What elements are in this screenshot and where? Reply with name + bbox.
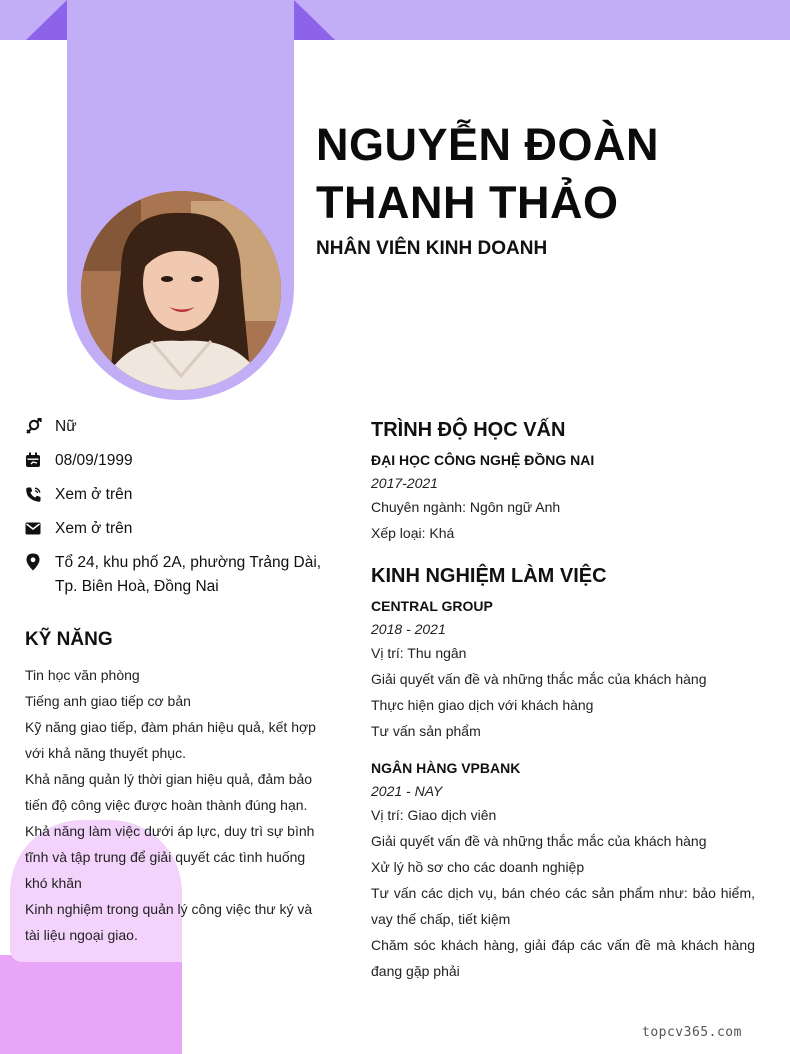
job-company: NGÂN HÀNG VPBANK <box>371 760 521 776</box>
profile-photo-illustration <box>81 191 281 390</box>
phone-icon <box>24 483 42 505</box>
contact-address <box>24 551 334 599</box>
skill-line: tiến độ công việc được hoàn thành đúng hạn. <box>25 797 308 813</box>
job-entry-central-group <box>371 596 755 744</box>
job-detail: Thực hiện giao dịch với khách hàng <box>371 697 594 713</box>
experience-heading: KINH NGHIỆM LÀM VIỆC <box>371 565 607 587</box>
job-entry-vpbank <box>371 758 755 984</box>
education-period: 2017-2021 <box>371 475 438 491</box>
address-line-2: Tp. Biên Hoà, Đồng Nai <box>55 578 219 595</box>
skill-line: Kinh nghiệm trong quản lý công việc thư ký và <box>25 901 313 917</box>
skill-line: Tiếng anh giao tiếp cơ bản <box>25 693 191 709</box>
contact-birthday <box>24 449 334 473</box>
calendar-icon <box>24 449 42 471</box>
job-period: 2021 - NAY <box>371 783 443 799</box>
skills-list <box>25 662 325 948</box>
job-detail: Tư vấn các dịch vụ, bán chéo các sản phẩm như: bảo hiểm, vay thế chấp, tiết kiệm <box>371 885 755 927</box>
profile-photo <box>81 191 281 390</box>
job-detail: Giải quyết vấn đề và những thắc mắc của khách hàng <box>371 671 707 687</box>
job-title: NHÂN VIÊN KINH DOANH <box>316 238 548 259</box>
contact-phone <box>24 483 334 507</box>
address-value <box>55 551 321 599</box>
education-heading: TRÌNH ĐỘ HỌC VẤN <box>371 419 566 441</box>
skills-heading: KỸ NĂNG <box>25 629 113 650</box>
location-icon <box>24 551 42 573</box>
education-major: Chuyên ngành: Ngôn ngữ Anh <box>371 499 561 515</box>
contact-email <box>24 517 334 541</box>
name-line-1: NGUYỄN ĐOÀN <box>316 119 660 170</box>
full-name <box>316 116 659 232</box>
job-detail: Giải quyết vấn đề và những thắc mắc của khách hàng <box>371 833 707 849</box>
skill-line: với khả năng thuyết phục. <box>25 745 186 761</box>
job-detail: Vị trí: Giao dịch viên <box>371 807 497 823</box>
right-column <box>371 416 755 984</box>
job-period: 2018 - 2021 <box>371 621 446 637</box>
gender-value: Nữ <box>55 418 77 435</box>
job-detail: Chăm sóc khách hàng, giải đáp các vấn đề mà khách hàng đang gặp phải <box>371 937 755 979</box>
skill-line: Kỹ năng giao tiếp, đàm phán hiệu quả, kết hợp <box>25 719 316 735</box>
education-school: ĐẠI HỌC CÔNG NGHỆ ĐỒNG NAI <box>371 452 595 468</box>
ribbon-fold-right <box>294 0 335 40</box>
skill-line: tĩnh và tập trung để giải quyết các tình huống <box>25 849 306 865</box>
skill-line: Tin học văn phòng <box>25 667 140 683</box>
email-value: Xem ở trên <box>55 520 133 537</box>
skill-line: tài liệu ngoại giao. <box>25 927 138 943</box>
email-icon <box>24 517 42 539</box>
job-company: CENTRAL GROUP <box>371 598 493 614</box>
footer-watermark: topcv365.com <box>642 1025 742 1040</box>
skill-line: Khả năng làm việc dưới áp lực, duy trì sự bình <box>25 823 315 839</box>
ribbon-fold-left <box>26 0 67 40</box>
gender-icon <box>24 415 42 437</box>
address-line-1: Tổ 24, khu phố 2A, phường Trảng Dài, <box>55 554 322 571</box>
birthday-value: 08/09/1999 <box>55 452 133 469</box>
decor-blob-dark <box>0 955 182 1054</box>
skill-line: khó khăn <box>25 875 82 891</box>
job-detail: Xử lý hồ sơ cho các doanh nghiệp <box>371 859 585 875</box>
job-detail: Vị trí: Thu ngân <box>371 645 467 661</box>
education-grade: Xếp loại: Khá <box>371 525 455 541</box>
skill-line: Khả năng quản lý thời gian hiệu quả, đảm bảo <box>25 771 313 787</box>
name-line-2: THANH THẢO <box>316 177 619 228</box>
phone-value: Xem ở trên <box>55 486 133 503</box>
contact-section <box>24 415 334 609</box>
contact-gender <box>24 415 334 439</box>
job-detail: Tư vấn sản phẩm <box>371 723 481 739</box>
